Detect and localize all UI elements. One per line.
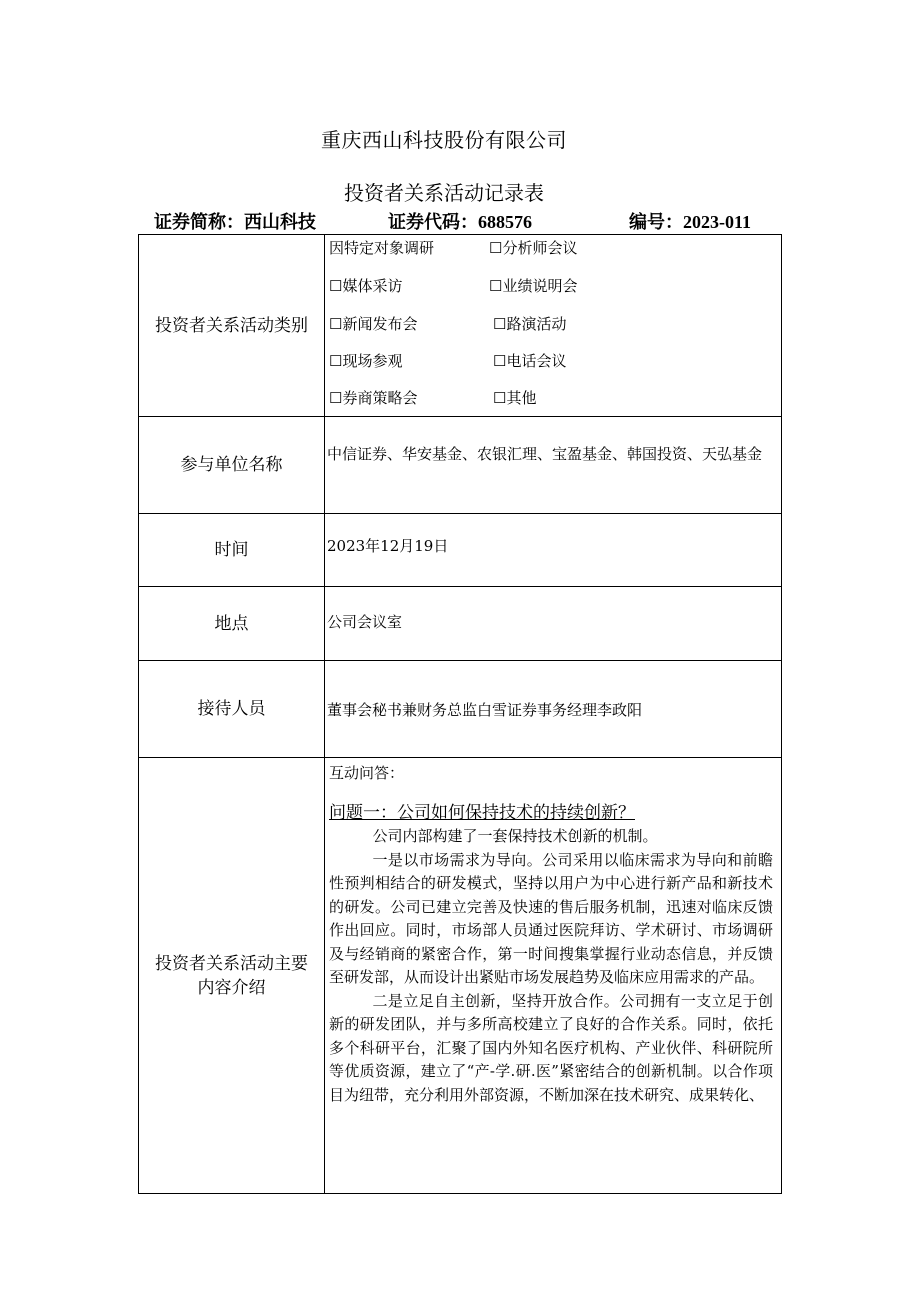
option-mark: 因 xyxy=(329,239,345,257)
row-participants xyxy=(139,417,782,514)
participants-label: 参与单位名称 xyxy=(139,417,325,514)
row-time xyxy=(139,514,782,587)
stock-name-value: 西山科技 xyxy=(244,212,316,233)
document-title: 重庆西山科技股份有限公司 xyxy=(321,128,567,152)
main-content-label: 投资者关系活动主要内容介绍 xyxy=(139,758,325,1194)
record-number-label: 编号： xyxy=(629,212,683,233)
activity-type-label: 投资者关系活动类别 xyxy=(139,235,325,417)
row-location xyxy=(139,587,782,661)
row-activity-type xyxy=(139,235,782,417)
row-main-content xyxy=(139,758,782,1194)
document-subtitle: 投资者关系活动记录表 xyxy=(344,181,544,205)
option-site-visit[interactable]: ☐现场参观 xyxy=(329,352,403,370)
location-cell xyxy=(325,587,782,661)
participants-cell xyxy=(325,417,782,514)
row-reception xyxy=(139,661,782,758)
stock-name-label: 证券简称： xyxy=(154,212,244,233)
record-table xyxy=(138,234,782,1194)
time-label: 时间 xyxy=(139,514,325,587)
reception-label: 接待人员 xyxy=(139,661,325,758)
checkbox-icon: ☐ xyxy=(493,352,507,370)
stock-code-value: 688576 xyxy=(478,212,532,232)
option-roadshow[interactable]: ☐路演活动 xyxy=(493,315,567,333)
answer-paragraph: 二是立足自主创新，坚持开放合作。公司拥有一支立足于创新的研发团队，并与多所高校建立了良好的合作关系。同时，依托多个科研平台，汇聚了国内外知名医疗机构、产业伙伴、科研院所等优质资源，建立了“产-学.研.医”紧密结合的创新机制。以合作项目为纽带，充分利用外部资源，不断加深在技术研究、成果转化、 xyxy=(329,991,773,1104)
main-content-cell xyxy=(325,758,782,1194)
option-media-interview[interactable]: ☐媒体采访 xyxy=(329,277,403,295)
answer-paragraph: 公司内部构建了一套保持技术创新的机制。 xyxy=(372,827,658,845)
time-value: 2023年12月19日 xyxy=(327,536,449,555)
checkbox-icon: ☐ xyxy=(329,277,343,295)
answer-paragraph: 一是以市场需求为导向。公司采用以临床需求为导向和前瞻性预判相结合的研发模式，坚持以用户为中心进行新产品和新技术的研发。公司已建立完善及快速的售后服务机制，迅速对临床反馈作出回应。同时，市场部人员通过医院拜访、学术研讨、市场调研及与经销商的紧密合作，第一时间搜集掌握行业动态信息，并反馈至研发部，从而设计出紧贴市场发展趋势及临床应用需求的产品。 xyxy=(329,850,773,986)
option-conference-call[interactable]: ☐电话会议 xyxy=(493,352,567,370)
record-number-value: 2023-011 xyxy=(683,212,752,232)
stock-name xyxy=(154,208,316,234)
record-number xyxy=(629,208,751,234)
checkbox-icon: ☐ xyxy=(493,389,507,407)
checkbox-icon: ☐ xyxy=(329,352,343,370)
checkbox-icon: ☐ xyxy=(329,315,343,333)
option-other[interactable]: ☐其他 xyxy=(493,389,537,407)
location-value: 公司会议室 xyxy=(327,613,403,631)
stock-code-label: 证券代码： xyxy=(388,212,478,233)
question-heading: 问题一：公司如何保持技术的持续创新？ xyxy=(329,802,635,823)
checkbox-icon: ☐ xyxy=(489,277,503,295)
participants-value: 中信证券、华安基金、农银汇理、宝盈基金、韩国投资、天弘基金 xyxy=(327,445,763,463)
checkbox-icon: ☐ xyxy=(329,389,343,407)
option-earnings-call[interactable]: ☐业绩说明会 xyxy=(489,277,578,295)
option-specific-research[interactable]: 因特定对象调研 xyxy=(329,239,435,257)
checkbox-icon: ☐ xyxy=(493,315,507,333)
time-cell xyxy=(325,514,782,587)
document-subtitle-clip xyxy=(0,178,888,205)
option-analyst-meeting[interactable]: ☐分析师会议 xyxy=(489,239,578,257)
option-press-conference[interactable]: ☐新闻发布会 xyxy=(329,315,418,333)
stock-code xyxy=(388,208,532,234)
reception-value: 董事会秘书兼财务总监白雪证券事务经理李政阳 xyxy=(327,700,643,719)
location-label: 地点 xyxy=(139,587,325,661)
qa-intro: 互动问答： xyxy=(329,764,405,782)
option-broker-strategy-meeting[interactable]: ☐券商策略会 xyxy=(329,389,418,407)
checkbox-icon: ☐ xyxy=(489,239,503,257)
activity-type-options xyxy=(325,235,782,417)
reception-cell xyxy=(325,661,782,758)
